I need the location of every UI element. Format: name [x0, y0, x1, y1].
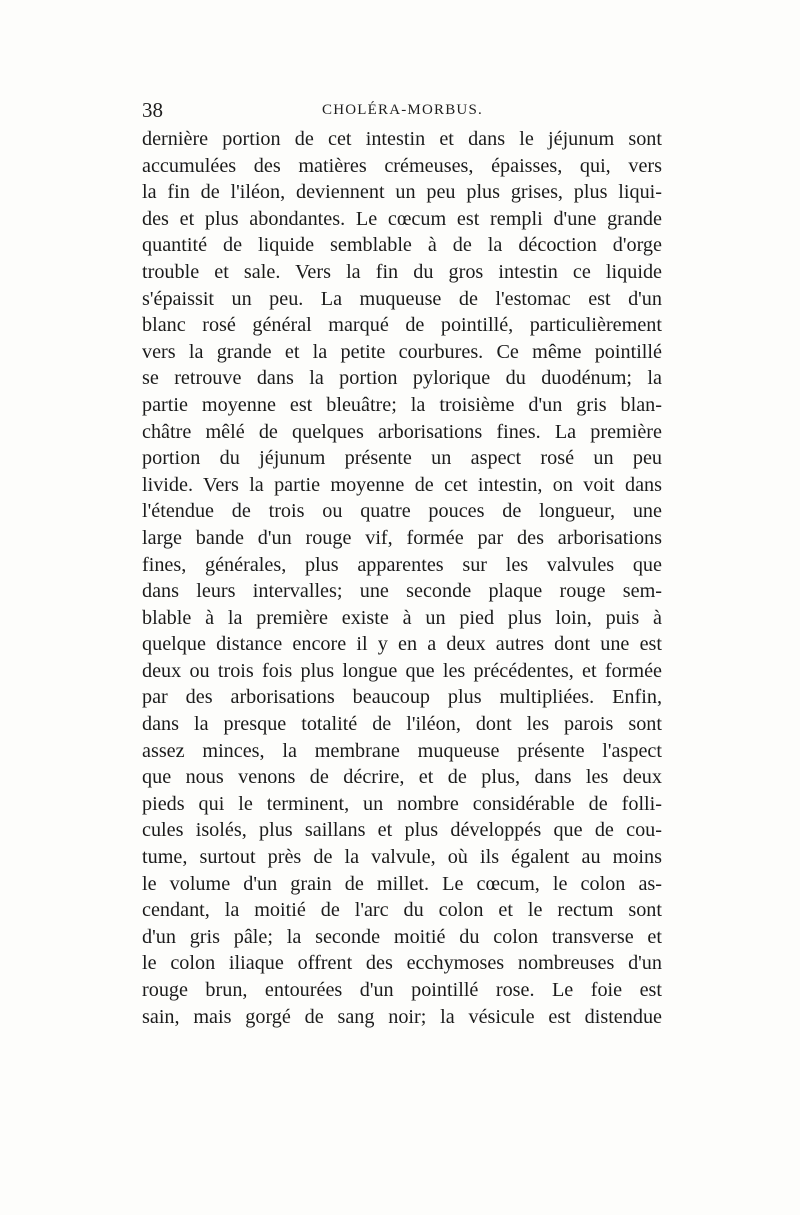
text-line: fines, générales, plus apparentes sur les valvules que — [142, 553, 662, 576]
text-line: rouge brun, entourées d'un pointillé rose. Le foie est — [142, 979, 662, 1001]
text-line: cules isolés, plus saillans et plus développés que de cou- — [142, 819, 662, 842]
text-line: s'épaissit un peu. La muqueuse de l'estomac est d'un — [142, 287, 662, 310]
text-line: que nous venons de décrire, et de plus, dans les deux — [142, 766, 662, 789]
text-line: par des arborisations beaucoup plus multipliées. Enfin, — [142, 686, 662, 709]
text-line: accumulées des matières crémeuses, épaisses, qui, vers — [142, 154, 662, 177]
text-line: d'un gris pâle; la seconde moitié du colon transverse et — [142, 925, 662, 948]
text-line: trouble et sale. Vers la fin du gros intestin ce liquide — [142, 260, 662, 283]
text-line: le volume d'un grain de millet. Le cœcum, le colon as- — [142, 872, 662, 895]
text-line: se retrouve dans la portion pylorique du duodénum; la — [142, 367, 662, 390]
text-line: dans leurs intervalles; une seconde plaque rouge sem- — [142, 580, 662, 603]
running-title: CHOLÉRA-MORBUS. — [322, 102, 483, 118]
text-line: cendant, la moitié de l'arc du colon et le rectum sont — [142, 899, 662, 922]
page-header — [142, 98, 662, 126]
text-line: assez minces, la membrane muqueuse présente l'aspect — [142, 739, 662, 762]
text-line: dernière portion de cet intestin et dans le jéjunum sont — [142, 128, 662, 150]
text-line: portion du jéjunum présente un aspect rosé un peu — [142, 447, 662, 470]
text-line: quantité de liquide semblable à de la décoction d'orge — [142, 234, 662, 257]
text-line: partie moyenne est bleuâtre; la troisième d'un gris blan- — [142, 393, 662, 416]
text-line: blable à la première existe à un pied plus loin, puis à — [142, 606, 662, 629]
text-line: dans la presque totalité de l'iléon, dont les parois sont — [142, 713, 662, 736]
text-line: blanc rosé général marqué de pointillé, particulièrement — [142, 314, 662, 337]
text-line: pieds qui le terminent, un nombre considérable de folli- — [142, 792, 662, 815]
page-number: 38 — [142, 98, 163, 122]
text-line: la fin de l'iléon, deviennent un peu plus grises, plus liqui- — [142, 181, 662, 204]
text-line: quelque distance encore il y en a deux autres dont une est — [142, 633, 662, 656]
text-line: châtre mêlé de quelques arborisations fines. La première — [142, 420, 662, 443]
text-line: le colon iliaque offrent des ecchymoses nombreuses d'un — [142, 952, 662, 975]
body-text — [142, 126, 662, 1030]
text-line: des et plus abondantes. Le cœcum est rempli d'une grande — [142, 207, 662, 230]
text-line: vers la grande et la petite courbures. Ce même pointillé — [142, 340, 662, 363]
text-line: livide. Vers la partie moyenne de cet intestin, on voit dans — [142, 473, 662, 496]
text-line: l'étendue de trois ou quatre pouces de longueur, une — [142, 500, 662, 523]
text-line: deux ou trois fois plus longue que les précédentes, et formée — [142, 659, 662, 682]
text-line: tume, surtout près de la valvule, où ils égalent au moins — [142, 846, 662, 869]
text-line: large bande d'un rouge vif, formée par des arborisations — [142, 526, 662, 549]
text-line: sain, mais gorgé de sang noir; la vésicule est distendue — [142, 1005, 662, 1028]
